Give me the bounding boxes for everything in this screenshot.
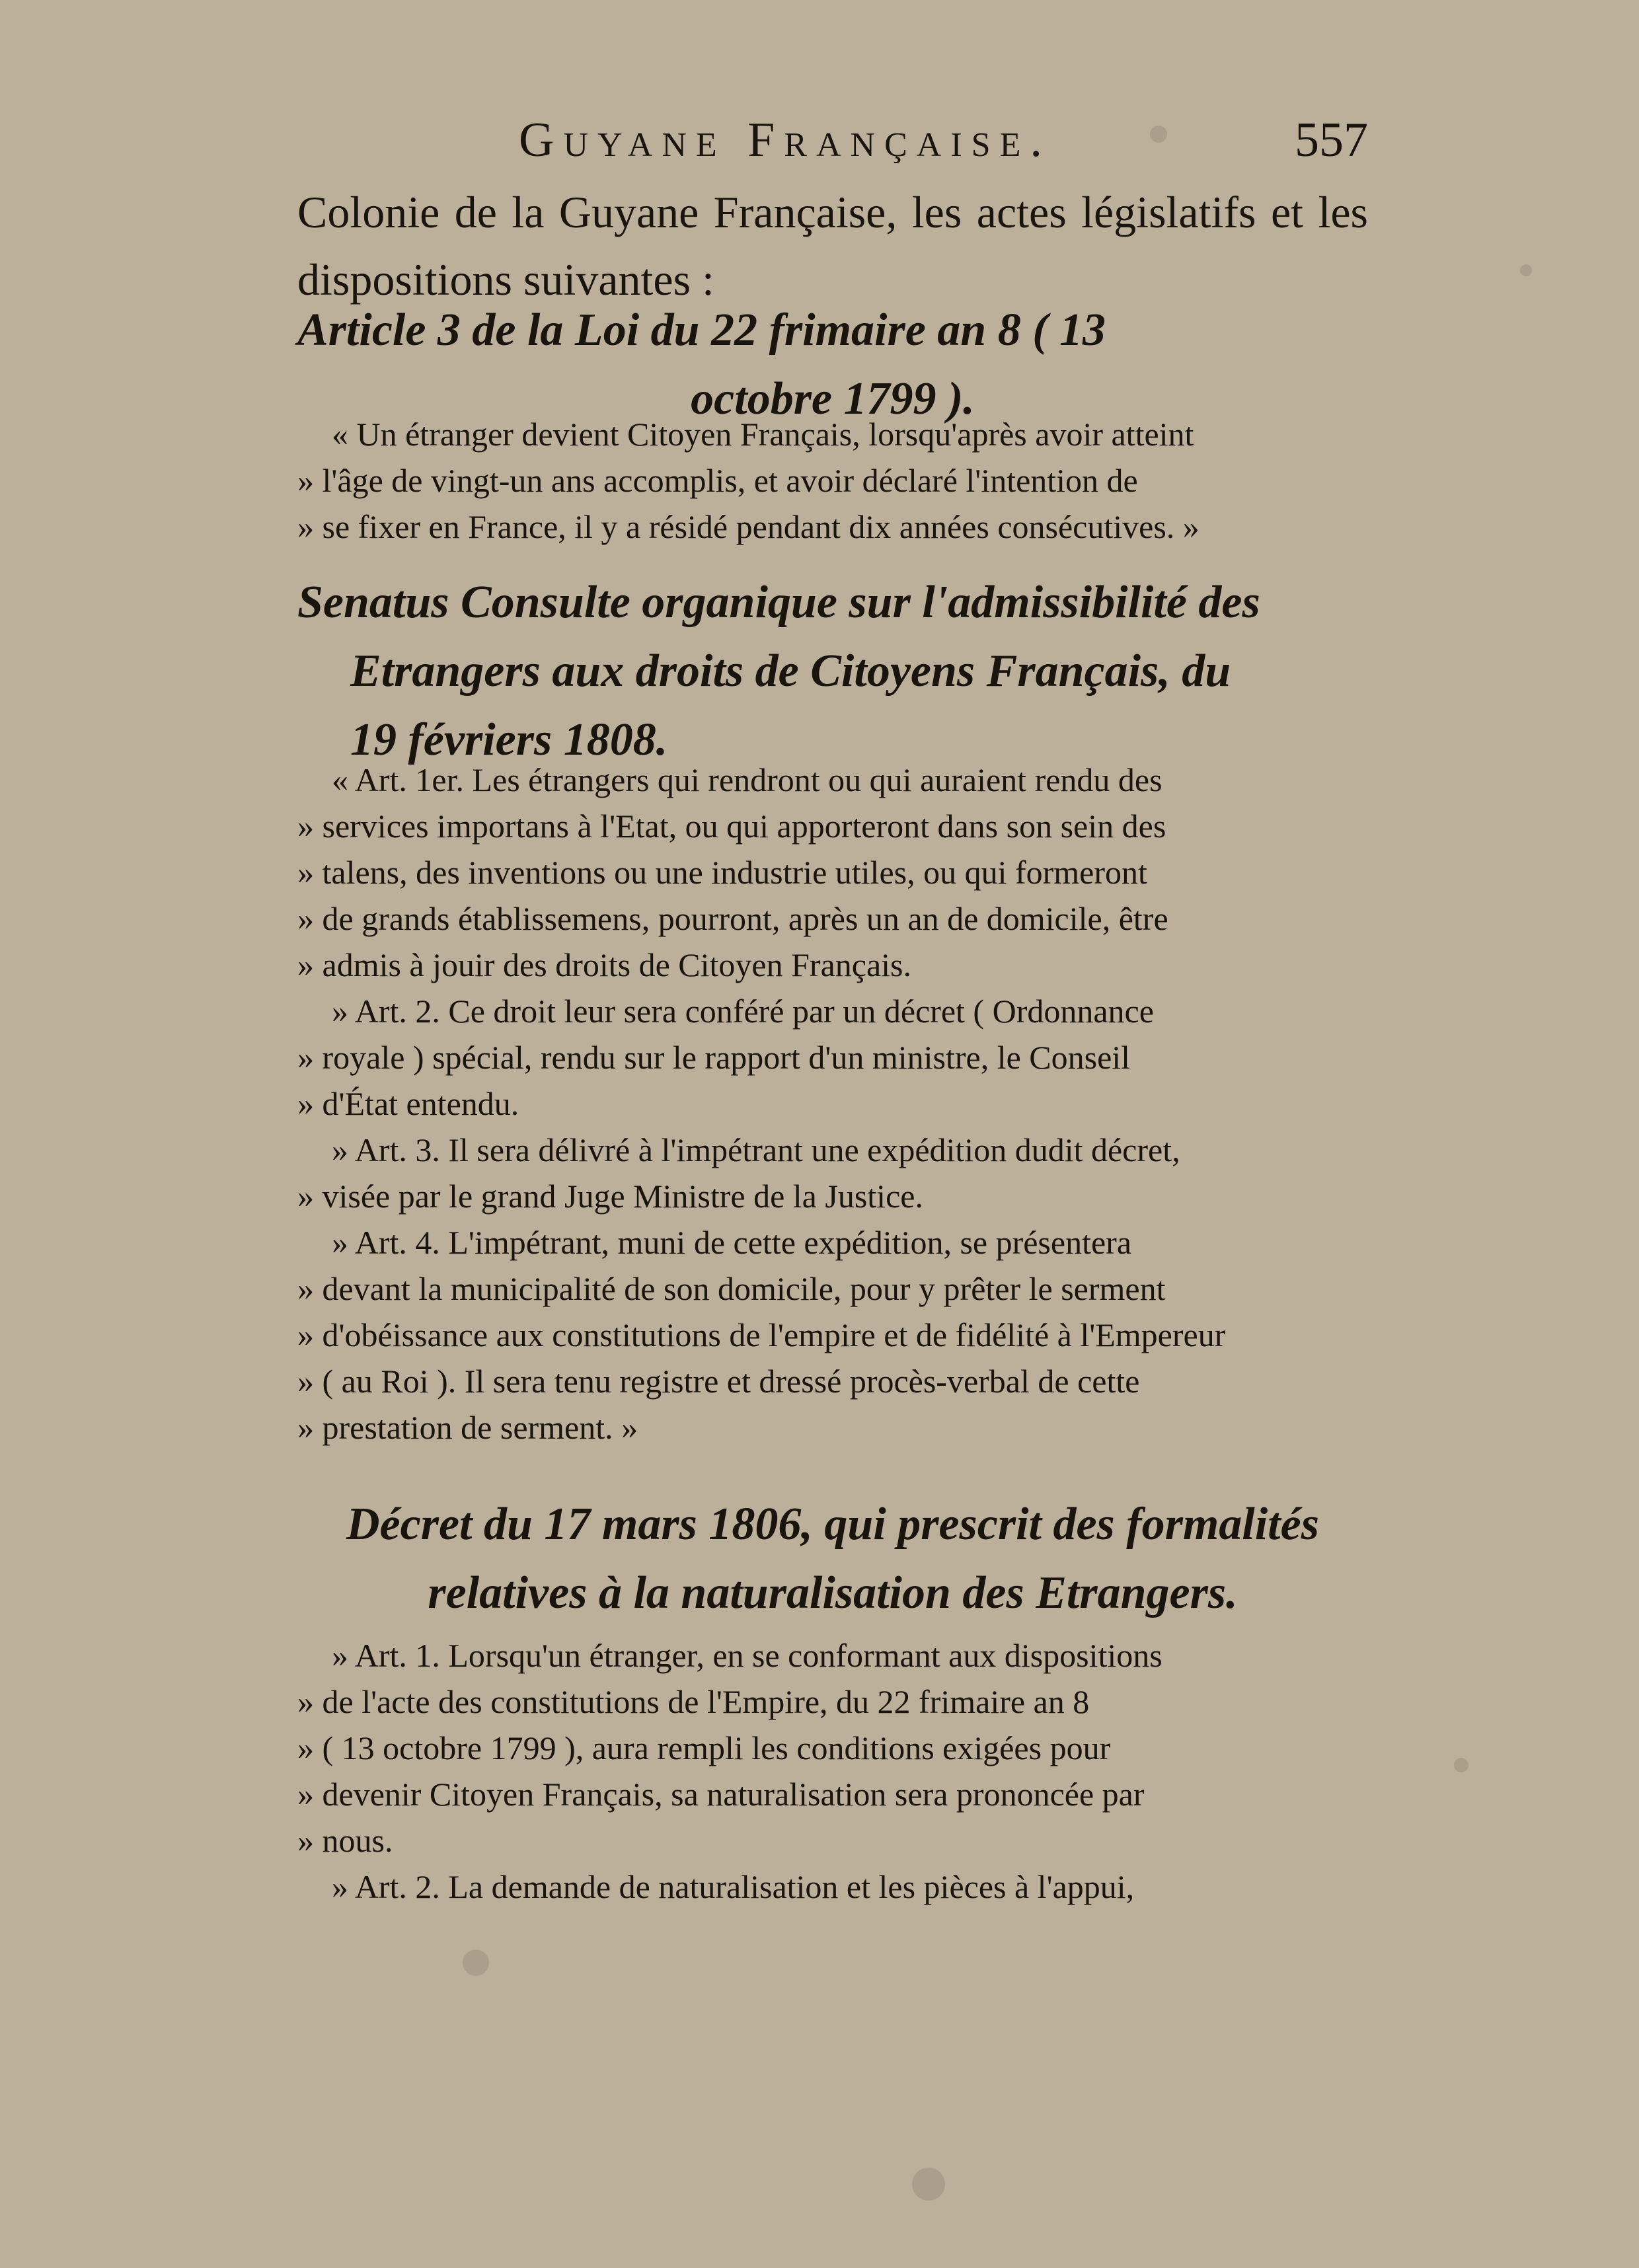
quote-line: » Art. 4. L'impétrant, muni de cette expédition, se présentera bbox=[332, 1224, 1132, 1261]
quote-line: » ( 13 octobre 1799 ), aura rempli les conditions exigées pour bbox=[297, 1729, 1111, 1766]
heading-line: Décret du 17 mars 1806, qui prescrit des formalités bbox=[346, 1499, 1319, 1550]
section-heading-senatus-consulte bbox=[297, 568, 1368, 775]
page-number: 557 bbox=[1295, 113, 1368, 167]
heading-line: Etrangers aux droits de Citoyens Français, du bbox=[350, 646, 1231, 697]
quote-line: » de grands établissemens, pourront, après un an de domicile, être bbox=[297, 900, 1168, 937]
heading-line: relatives à la naturalisation des Etrangers. bbox=[428, 1568, 1238, 1618]
quote-line: » l'âge de vingt-un ans accomplis, et avoir déclaré l'intention de bbox=[297, 462, 1138, 499]
quote-line: » prestation de serment. » bbox=[297, 1409, 638, 1446]
running-head bbox=[297, 112, 1368, 172]
foxing-spot bbox=[1520, 264, 1532, 276]
foxing-spot bbox=[912, 2168, 945, 2201]
quote-senatus-consulte bbox=[297, 757, 1368, 1451]
quote-line: » devenir Citoyen Français, sa naturalisation sera prononcée par bbox=[297, 1776, 1145, 1813]
quote-line: « Art. 1er. Les étrangers qui rendront ou qui auraient rendu des bbox=[332, 761, 1163, 798]
quote-line: » de l'acte des constitutions de l'Empire, du 22 frimaire an 8 bbox=[297, 1683, 1090, 1720]
quote-decret bbox=[297, 1632, 1368, 1910]
quote-line: » admis à jouir des droits de Citoyen Français. bbox=[297, 946, 912, 983]
quote-line: » visée par le grand Juge Ministre de la Justice. bbox=[297, 1178, 923, 1215]
quote-line: » devant la municipalité de son domicile, pour y prêter le serment bbox=[297, 1270, 1166, 1307]
quote-loi bbox=[297, 411, 1368, 550]
quote-line: » talens, des inventions ou une industrie utiles, ou qui formeront bbox=[297, 854, 1147, 891]
quote-line: » Art. 3. Il sera délivré à l'impétrant une expédition dudit décret, bbox=[332, 1131, 1180, 1168]
intro-paragraph: Colonie de la Guyane Française, les actes législatifs et les dispositions suivantes : bbox=[297, 187, 1368, 305]
quote-line: » royale ) spécial, rendu sur le rapport d'un ministre, le Conseil bbox=[297, 1039, 1131, 1076]
heading-line: Article 3 de la Loi du 22 frimaire an 8 ( 13 bbox=[297, 305, 1106, 356]
quote-line: » Art. 2. Ce droit leur sera conféré par un décret ( Ordonnance bbox=[332, 993, 1154, 1030]
heading-line: 19 févriers 1808. bbox=[350, 714, 668, 765]
running-title: Guyane Française. bbox=[519, 113, 1051, 167]
quote-line: » nous. bbox=[297, 1822, 393, 1859]
quote-line: » d'obéissance aux constitutions de l'empire et de fidélité à l'Empereur bbox=[297, 1316, 1226, 1353]
foxing-spot bbox=[1454, 1758, 1468, 1772]
heading-line: Senatus Consulte organique sur l'admissibilité des bbox=[297, 577, 1260, 628]
quote-line: » Art. 2. La demande de naturalisation et les pièces à l'appui, bbox=[332, 1868, 1135, 1905]
quote-line: « Un étranger devient Citoyen Français, lorsqu'après avoir atteint bbox=[332, 416, 1194, 453]
heading-line: octobre 1799 ). bbox=[691, 373, 975, 424]
quote-line: » services importans à l'Etat, ou qui apporteront dans son sein des bbox=[297, 808, 1166, 845]
quote-line: » se fixer en France, il y a résidé pendant dix années consécutives. » bbox=[297, 508, 1200, 545]
section-heading-decret bbox=[297, 1490, 1368, 1628]
quote-line: » d'État entendu. bbox=[297, 1085, 519, 1122]
quote-line: » Art. 1. Lorsqu'un étranger, en se conformant aux dispositions bbox=[332, 1637, 1163, 1674]
foxing-spot bbox=[463, 1949, 489, 1976]
quote-line: » ( au Roi ). Il sera tenu registre et dressé procès-verbal de cette bbox=[297, 1363, 1140, 1400]
